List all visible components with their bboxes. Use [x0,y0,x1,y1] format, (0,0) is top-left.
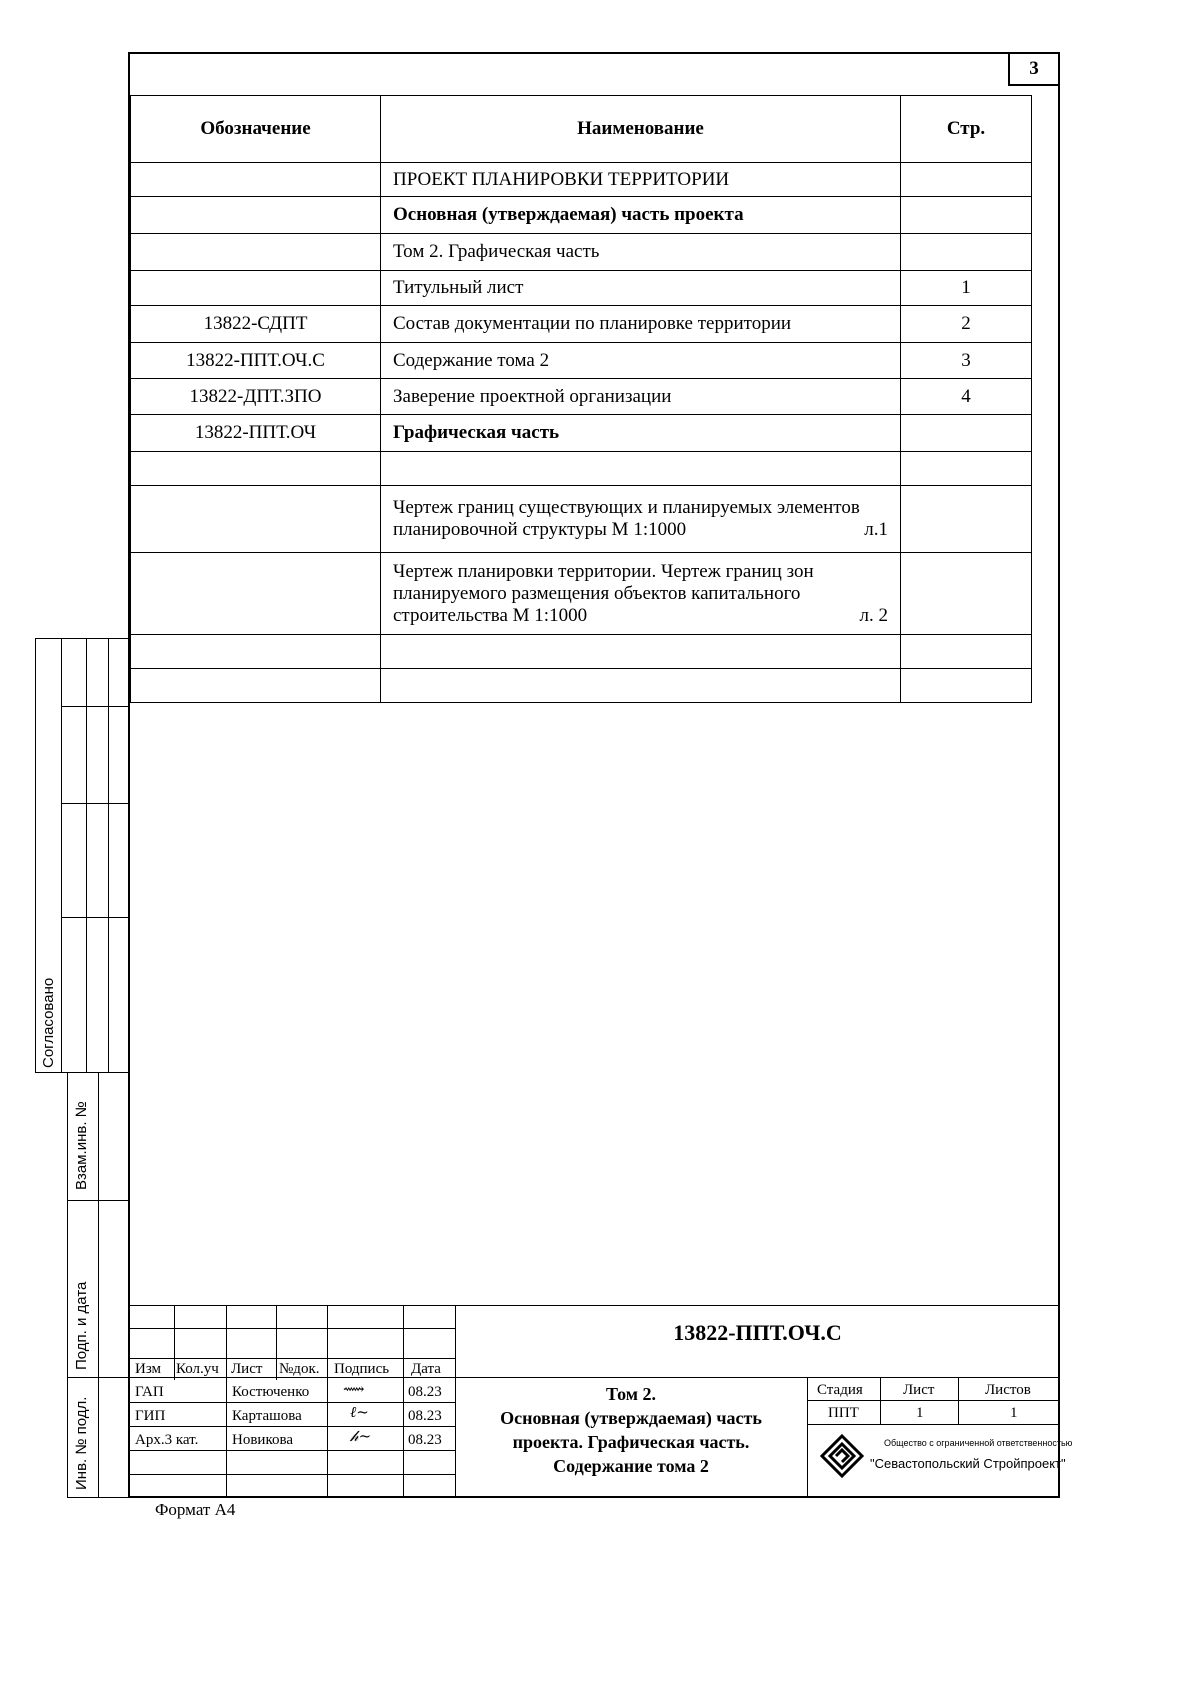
row-page: 3 [901,343,1032,379]
document-code: 13822-ППТ.ОЧ.С [673,1320,842,1345]
signer-role: ГИП [135,1408,166,1424]
signer-role: Арх.3 кат. [135,1432,199,1448]
row-designation: 13822-ППТ.ОЧ [131,415,381,452]
header-page: Стр. [901,96,1032,163]
row-name-cell [381,306,901,343]
sheets-label: Листов [985,1382,1031,1398]
row-name: Состав документации по планировке территории [393,313,792,334]
row-page [901,452,1032,486]
row-designation [131,197,381,234]
signature-mark: ℓ~ [350,1403,369,1421]
row-name-cell [381,163,901,197]
table-row [131,343,1032,379]
row-designation [131,635,381,669]
col-header-change: Изм [135,1361,162,1377]
sheet-value: 1 [916,1405,924,1421]
table-row [131,553,1032,635]
col-header-count: Кол.уч [176,1361,219,1377]
row-name-cell [381,635,901,669]
row-name-cell [381,234,901,271]
table-row [131,234,1032,271]
row-page [901,553,1032,635]
contents-table [130,95,1032,703]
row-name: ПРОЕКТ ПЛАНИРОВКИ ТЕРРИТОРИИ [393,168,730,190]
table-row [131,415,1032,452]
row-name: Титульный лист [393,277,524,298]
col-header-sheet: Лист [231,1361,263,1377]
row-designation: 13822-ДПТ.ЗПО [131,379,381,415]
row-name-cell [381,669,901,703]
col-header-doc-no: №док. [279,1361,320,1377]
row-name: Содержание тома 2 [393,349,550,371]
row-designation [131,452,381,486]
company-logo [820,1434,864,1478]
org-line-2: "Севастопольский Стройпроект" [870,1456,1066,1471]
signature-mark: ⟿ [343,1380,365,1398]
row-name: Графическая часть [393,422,560,443]
title-line: Основная (утверждаемая) часть [500,1408,762,1428]
signer-role: ГАП [135,1384,164,1400]
title-line: Том 2. [605,1384,657,1404]
row-name-cell [381,197,901,234]
organization-block [808,1424,1073,1496]
row-name: Заверение проектной организации [393,385,672,407]
row-page [901,197,1032,234]
table-row [131,163,1032,197]
row-designation [131,271,381,306]
table-row [131,486,1032,553]
agreed-label: Согласовано [40,977,57,1068]
sheet-label: Лист [903,1382,935,1398]
col-header-signature: Подпись [334,1361,390,1377]
org-line-1: Общество с ограниченной ответственностью [884,1438,1073,1448]
replaced-inv-label: Взам.инв. № [73,1101,90,1190]
stage-value: ППТ [828,1405,859,1421]
row-sheet-ref: л.1 [864,519,888,540]
row-name: Чертеж границ существующих и планируемых элементов планировочной структуры М 1:1000 [393,497,860,540]
signer-name: Костюченко [232,1384,310,1400]
table-row [131,271,1032,306]
signer-name: Карташова [232,1408,302,1424]
row-name: Чертеж планировки территории. Чертеж границ зон планируемого размещения объектов капитального строительства М 1:1000 [393,560,814,626]
row-designation [131,553,381,635]
row-page [901,163,1032,197]
table-row [131,306,1032,343]
header-name: Наименование [381,96,901,163]
sign-date-label: Подп. и дата [73,1281,90,1370]
row-name: Основная (утверждаемая) часть проекта [393,204,744,225]
row-name-cell [381,452,901,486]
title-line: Содержание тома 2 [553,1456,709,1476]
row-name-cell [381,415,901,452]
signer-name: Новикова [232,1432,294,1448]
row-designation [131,163,381,197]
row-page: 4 [901,379,1032,415]
stage-label: Стадия [817,1382,863,1398]
row-name-cell [381,271,901,306]
title-line: проекта. Графическая часть. [512,1432,750,1452]
row-name-cell [381,553,901,635]
table-header-row [131,96,1032,163]
table-row [131,197,1032,234]
sheets-value: 1 [1010,1405,1018,1421]
row-page [901,486,1032,553]
row-page [901,415,1032,452]
table-row [131,452,1032,486]
row-page: 2 [901,306,1032,343]
signer-date: 08.23 [408,1432,442,1448]
row-designation [131,234,381,271]
table-row [131,635,1032,669]
row-designation: 13822-СДПТ [131,306,381,343]
table-row [131,379,1032,415]
row-name-cell [381,343,901,379]
col-header-date: Дата [411,1361,441,1377]
document-title [455,1382,807,1478]
header-designation: Обозначение [131,96,381,163]
row-name-cell [381,379,901,415]
table-row [131,669,1032,703]
signature-mark: 𝒽~ [350,1427,372,1445]
row-name-cell [381,486,901,553]
row-designation [131,669,381,703]
signer-date: 08.23 [408,1408,442,1424]
signer-date: 08.23 [408,1384,442,1400]
row-designation: 13822-ППТ.ОЧ.С [131,343,381,379]
row-page: 1 [901,271,1032,306]
inv-orig-label: Инв. № подл. [73,1396,90,1490]
row-sheet-ref: л. 2 [859,604,888,626]
row-page [901,234,1032,271]
row-page [901,635,1032,669]
row-name: Том 2. Графическая часть [393,241,600,262]
sheet-number: 3 [1008,52,1060,86]
row-page [901,669,1032,703]
row-designation [131,486,381,553]
format-label: Формат А4 [155,1500,236,1519]
